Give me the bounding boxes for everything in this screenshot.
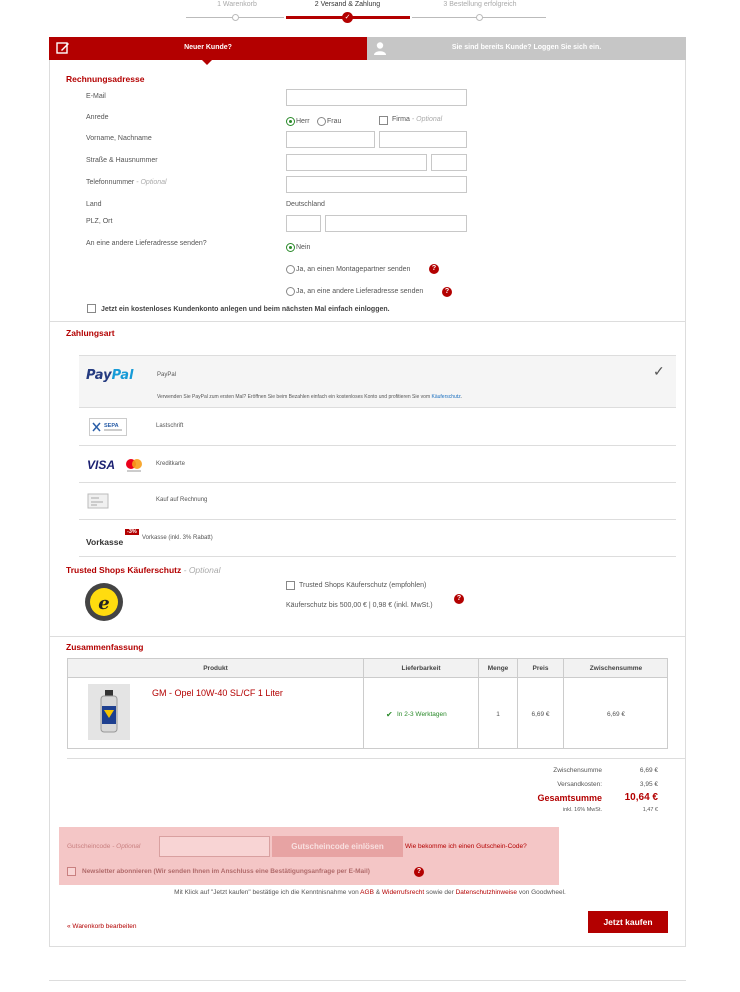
salutation-herr-label: Herr: [296, 118, 310, 125]
step-dot-3: [476, 14, 483, 21]
trusted-detail: Käuferschutz bis 500,00 € | 0,98 € (inkl. MwSt.): [286, 602, 433, 609]
payment-option-invoice[interactable]: [79, 482, 676, 519]
city-field[interactable]: [325, 215, 467, 232]
other-address-partner-radio[interactable]: [286, 265, 295, 274]
zip-field[interactable]: [286, 215, 321, 232]
product-name-link[interactable]: GM - Opel 10W-40 SL/CF 1 Liter: [152, 688, 283, 698]
other-address-no-radio[interactable]: [286, 243, 295, 252]
payment-option-sepa[interactable]: [79, 407, 676, 445]
tab-existing-customer[interactable]: [367, 37, 686, 60]
first-name-field[interactable]: [286, 131, 375, 148]
availability-value: In 2-3 Werktagen: [397, 711, 447, 718]
invoice-label: Kauf auf Rechnung: [156, 497, 208, 503]
newsletter-label: Newsletter abonnieren (Wir senden Ihnen im Anschluss eine Bestätigungsanfrage per E-Mail): [82, 868, 370, 875]
tab-new-customer[interactable]: [49, 37, 367, 60]
trusted-checkbox-label: Trusted Shops Käuferschutz (empfohlen): [299, 582, 427, 589]
paypal-logo: PayPal: [86, 368, 134, 383]
voucher-code-field[interactable]: [159, 836, 270, 857]
svg-text:SEPA: SEPA: [104, 423, 119, 429]
subtotal-label: Zwischensumme: [553, 767, 602, 774]
subtotal-value: 6,69 €: [606, 711, 626, 718]
sepa-label: Lastschrift: [156, 423, 184, 429]
divider: [49, 321, 686, 322]
privacy-link[interactable]: Datenschutzhinweise: [455, 889, 518, 896]
street-field[interactable]: [286, 154, 427, 171]
price-value: 6,69 €: [531, 711, 550, 718]
summary-table: [67, 658, 668, 749]
payment-option-card[interactable]: [79, 445, 676, 482]
divider: [67, 758, 686, 759]
newsletter-checkbox[interactable]: [67, 867, 76, 876]
trusted-help-icon[interactable]: ?: [454, 594, 464, 604]
payment-title: Zahlungsart: [66, 328, 115, 338]
other-address-alt-label: Ja, an eine andere Lieferadresse senden: [296, 288, 424, 295]
company-checkbox[interactable]: [379, 116, 388, 125]
salutation-frau-label: Frau: [327, 118, 342, 125]
partner-help-icon[interactable]: ?: [429, 264, 439, 274]
invoice-icon: [87, 492, 111, 510]
withdrawal-link[interactable]: Widerrufsrecht: [381, 889, 425, 896]
qty-value: 1: [496, 711, 500, 718]
discount-badge: -3%: [127, 529, 137, 535]
back-to-cart-link[interactable]: « Warenkorb bearbeiten: [67, 923, 137, 930]
summary-title: Zusammenfassung: [66, 642, 144, 652]
header-qty: Menge: [487, 665, 509, 672]
paypal-note: Verwenden Sie PayPal zum ersten Mal? Eröffnen Sie beim Bezahlen einfach ein kostenloses Konto und profitieren Sie vom Käuferschutz.: [157, 394, 463, 400]
buyer-protection-link[interactable]: Käuferschutz: [431, 394, 461, 400]
trusted-title: Trusted Shops Käuferschutz - Optional: [66, 565, 221, 575]
prepayment-label: Vorkasse (inkl. 3% Rabatt): [142, 535, 213, 541]
salutation-label: Anrede: [86, 114, 109, 121]
redeem-voucher-button[interactable]: Gutscheincode einlösen: [272, 836, 403, 857]
country-label: Land: [86, 201, 102, 208]
salutation-frau-radio[interactable]: [317, 117, 326, 126]
zip-city-label: PLZ, Ort: [86, 218, 113, 225]
shipping-amount: 3,95 €: [639, 781, 658, 788]
step-2: 2 Versand & Zahlung: [314, 1, 381, 8]
tab-pointer: [202, 60, 212, 65]
header-availability: Lieferbarkeit: [401, 665, 441, 672]
buy-now-button[interactable]: Jetzt kaufen: [588, 911, 668, 933]
header-subtotal: Zwischensumme: [589, 665, 643, 672]
company-label: Firma - Optional: [392, 116, 443, 123]
create-account-checkbox[interactable]: [87, 304, 96, 313]
selected-check-icon: ✓: [653, 363, 665, 379]
phone-field[interactable]: [286, 176, 467, 193]
footer-divider: [49, 980, 686, 981]
payment-option-prepayment[interactable]: [79, 519, 676, 557]
terms-text: Mit Klick auf "Jetzt kaufen" bestätige ich die Kenntnisnahme von AGB & Widerrufsrecht sowie der Datenschutzhinweise von Goodwheel.: [174, 889, 566, 896]
agb-link[interactable]: AGB: [360, 889, 374, 896]
step-dot-1: [232, 14, 239, 21]
vat-label: inkl. 16% MwSt.: [562, 807, 602, 813]
prepayment-logo: Vorkasse: [86, 537, 124, 547]
phone-label: Telefonnummer - Optional: [86, 179, 167, 186]
step-dot-2-check-icon: ✓: [342, 12, 353, 23]
col-divider: [363, 659, 364, 748]
voucher-help-link[interactable]: Wie bekomme ich einen Gutschein-Code?: [405, 843, 527, 850]
svg-text:VISA: VISA: [87, 458, 116, 472]
trusted-shops-seal: [84, 582, 124, 622]
country-value: Deutschland: [286, 201, 325, 208]
product-image: [88, 684, 130, 740]
newsletter-help-icon[interactable]: ?: [414, 867, 424, 877]
other-address-no-label: Nein: [296, 244, 311, 251]
header-product: Produkt: [203, 665, 228, 672]
street-label: Straße & Hausnummer: [86, 157, 158, 164]
svg-text:e: e: [98, 593, 110, 614]
sepa-logo: [89, 418, 127, 436]
email-label: E-Mail: [86, 93, 106, 100]
shipping-label: Versandkosten:: [557, 781, 602, 788]
visa-mastercard-logo: [87, 457, 147, 473]
trusted-checkbox[interactable]: [286, 581, 295, 590]
alt-address-help-icon[interactable]: ?: [442, 287, 452, 297]
last-name-field[interactable]: [379, 131, 467, 148]
card-label: Kreditkarte: [156, 461, 186, 467]
paypal-label: PayPal: [157, 372, 177, 378]
billing-title: Rechnungsadresse: [66, 74, 145, 84]
payment-option-paypal[interactable]: [79, 355, 676, 407]
other-address-label: An eine andere Lieferadresse senden?: [86, 240, 207, 247]
voucher-label: Gutscheincode - Optional: [67, 843, 141, 850]
header-price: Preis: [532, 665, 549, 672]
tab-existing-customer-label: Sie sind bereits Kunde? Loggen Sie sich ein.: [451, 44, 602, 51]
availability-check-icon: ✔: [386, 710, 393, 719]
create-account-label: Jetzt ein kostenloses Kundenkonto anlegen und beim nächsten Mal einfach einloggen.: [101, 306, 390, 313]
step-3: 3 Bestellung erfolgreich: [443, 1, 517, 8]
other-address-alt-radio[interactable]: [286, 287, 295, 296]
total-amount: 10,64 €: [624, 792, 658, 803]
email-field[interactable]: [286, 89, 467, 106]
col-divider: [563, 659, 564, 748]
col-divider: [478, 659, 479, 748]
vat-amount: 1,47 €: [642, 807, 658, 813]
col-divider: [517, 659, 518, 748]
house-number-field[interactable]: [431, 154, 467, 171]
total-label: Gesamtsumme: [537, 793, 602, 803]
salutation-herr-radio[interactable]: [286, 117, 295, 126]
step-1[interactable]: 1 Warenkorb: [217, 1, 257, 8]
other-address-partner-label: Ja, an einen Montagepartner senden: [296, 266, 411, 273]
tab-new-customer-label: Neuer Kunde?: [184, 44, 232, 51]
subtotal-amount: 6,69 €: [639, 767, 658, 774]
divider: [49, 636, 686, 637]
name-label: Vorname, Nachname: [86, 135, 152, 142]
